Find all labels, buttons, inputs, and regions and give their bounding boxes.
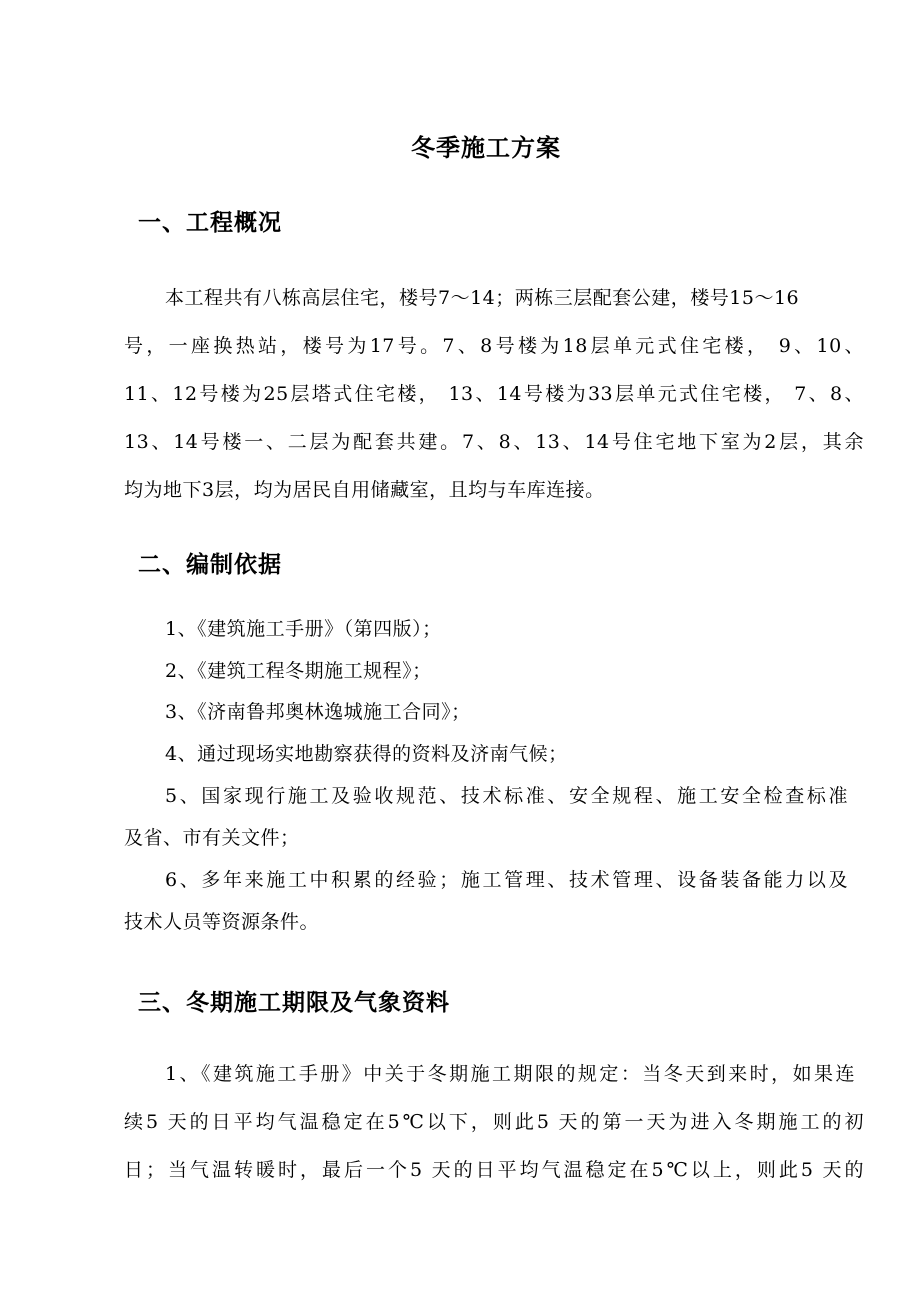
basis-item-3: 3、《济南鲁邦奥林逸城施工合同》；	[165, 701, 471, 723]
basis-item-2: 2、《建筑工程冬期施工规程》；	[165, 660, 432, 682]
section-heading-winter-period: 三、冬期施工期限及气象资料	[138, 989, 450, 1016]
basis-item-5-line-2: 及省、市有关文件；	[124, 827, 300, 849]
basis-item-5-line-1: 5、国家现行施工及验收规范、技术标准、安全规程、施工安全检查标准	[165, 785, 848, 807]
section-heading-basis: 二、编制依据	[138, 551, 282, 578]
winter-period-line-2: 续5 天的日平均气温稳定在5℃以下，则此5 天的第一天为进入冬期施工的初	[124, 1111, 864, 1133]
basis-item-6-line-2: 技术人员等资源条件。	[124, 911, 320, 933]
overview-line-5: 均为地下3层，均为居民自用储藏室，且均与车库连接。	[124, 479, 605, 501]
document-title: 冬季施工方案	[411, 133, 561, 162]
basis-item-1: 1、《建筑施工手册》（第四版）；	[165, 618, 442, 640]
overview-line-2: 号，一座换热站，楼号为17号。7、8号楼为18层单元式住宅楼， 9、10、	[124, 335, 864, 357]
overview-line-4: 13、14号楼一、二层为配套共建。7、8、13、14号住宅地下室为2层，其余	[124, 431, 864, 453]
basis-item-6-line-1: 6、多年来施工中积累的经验；施工管理、技术管理、设备装备能力以及	[165, 869, 848, 891]
overview-line-1: 本工程共有八栋高层住宅，楼号7～14；两栋三层配套公建，楼号15～16	[165, 287, 800, 309]
winter-period-line-1: 1、《建筑施工手册》中关于冬期施工期限的规定：当冬天到来时，如果连	[165, 1063, 855, 1085]
section-heading-overview: 一、工程概况	[138, 209, 282, 236]
overview-line-3: 11、12号楼为25层塔式住宅楼， 13、14号楼为33层单元式住宅楼， 7、8、	[124, 383, 864, 405]
winter-period-line-3: 日；当气温转暖时，最后一个5 天的日平均气温稳定在5℃以上，则此5 天的	[124, 1159, 864, 1181]
basis-item-4: 4、通过现场实地勘察获得的资料及济南气候；	[165, 743, 568, 765]
